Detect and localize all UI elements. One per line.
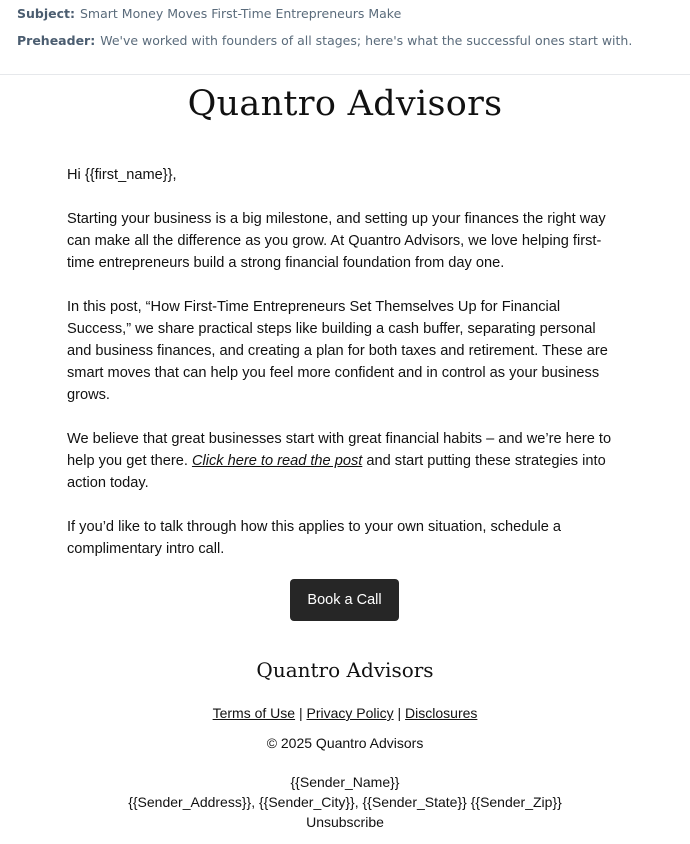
book-a-call-button[interactable]: Book a Call [290, 579, 399, 621]
link-separator: | [393, 705, 406, 721]
paragraph-3-text-before: We believe that great businesses start with great financial habits – and we’re here to help you get there. [67, 431, 612, 469]
read-post-link[interactable]: Click here to read the post [191, 453, 363, 469]
subject-label: Subject: [17, 6, 75, 21]
greeting: Hi {{first_name}}, [67, 167, 177, 183]
subject-row [17, 6, 401, 21]
paragraph-3-text-after: and start putting these strategies into action today. [67, 453, 606, 491]
privacy-policy-link[interactable]: Privacy Policy [306, 705, 394, 721]
sender-info [0, 772, 690, 832]
terms-of-use-link[interactable]: Terms of Use [212, 705, 296, 721]
preheader-row [17, 33, 632, 48]
preheader-text: We've worked with founders of all stages; here's what the successful ones start with. [100, 33, 633, 48]
body-paragraph-4: If you’d like to talk through how this applies to your own situation, schedule a complimentary intro call. [67, 519, 562, 557]
body-paragraph-2: In this post, “How First-Time Entrepreneurs Set Themselves Up for Financial Success,” we share practical steps like building a cash buffer, separating personal and business finances, and creating a plan for both taxes and retirement. These are smart moves that can help you feel more confident and in control as your business grows. [67, 299, 608, 403]
email-body [67, 164, 623, 582]
unsubscribe-link[interactable]: Unsubscribe [306, 814, 384, 830]
brand-logo-footer: Quantro Advisors [256, 658, 434, 682]
body-paragraph-3 [67, 428, 623, 494]
link-separator: | [295, 705, 307, 721]
sender-address: {{Sender_Address}}, {{Sender_City}}, {{Sender_State}} {{Sender_Zip}} [128, 794, 562, 810]
disclosures-link[interactable]: Disclosures [405, 705, 478, 721]
footer-links [0, 705, 690, 721]
copyright-text: © 2025 Quantro Advisors [266, 735, 424, 751]
body-paragraph-1: Starting your business is a big milestone, and setting up your finances the right way can make all the difference as you grow. At Quantro Advisors, we love helping first-time entrepreneurs build a strong financial foundation from day one. [67, 211, 606, 271]
preheader-label: Preheader: [17, 33, 96, 48]
email-meta-header [0, 0, 690, 75]
brand-logo-header: Quantro Advisors [187, 84, 503, 124]
sender-name: {{Sender_Name}} [290, 774, 400, 790]
subject-text: Smart Money Moves First-Time Entrepreneurs Make [80, 6, 402, 21]
